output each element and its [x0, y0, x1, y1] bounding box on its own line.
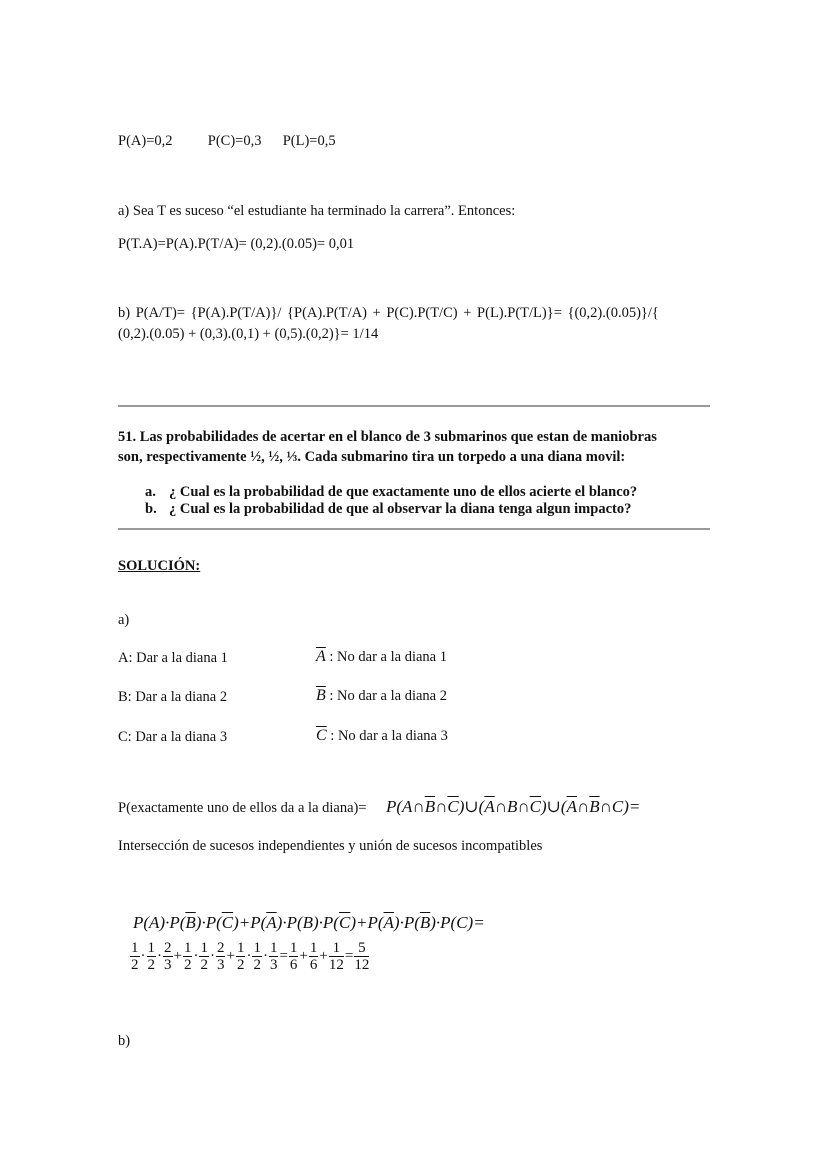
- solution-part-b-label: b): [118, 1033, 131, 1049]
- complement-a-symbol: $\overline{A}$: [316, 648, 326, 665]
- prob-l: P(L)=0,5: [282, 133, 336, 149]
- event-c-complement: [316, 727, 448, 745]
- complement-b-def: : No dar a la diana 2: [329, 688, 447, 704]
- part-b-line2: (0,2).(0.05) + (0,3).(0,1) + (0,5).(0,2)}= 1/14: [118, 326, 379, 342]
- separator-bottom: [118, 528, 710, 530]
- final-result: $\frac{5}{12}$: [354, 940, 370, 973]
- problem-line2: son, respectivamente ½, ½, ⅓. Cada submarino tira un torpedo a una diana movil:: [118, 449, 626, 465]
- question-a-marker: a.: [145, 484, 156, 500]
- event-c-def: C: Dar a la diana 3: [118, 729, 228, 745]
- part-a-intro: a) Sea T es suceso “el estudiante ha terminado la carrera”. Entonces:: [118, 203, 516, 219]
- independence-note: Intersección de sucesos independientes y unión de sucesos incompatibles: [118, 838, 543, 854]
- event-a-def: A: Dar a la diana 1: [118, 650, 228, 666]
- solution-part-a-label: a): [118, 612, 130, 628]
- problem-line1: 51. Las probabilidades de acertar en el blanco de 3 submarinos que estan de maniobras: [118, 429, 657, 445]
- exactly-one-label: P(exactamente uno de ellos da a la diana)=: [118, 800, 367, 816]
- complement-c-symbol: $\overline{C}$: [316, 727, 327, 744]
- separator-top: [118, 405, 710, 407]
- question-b-marker: b.: [145, 501, 157, 517]
- prob-c: P(C)=0,3: [207, 133, 262, 149]
- event-b-complement: [316, 687, 447, 705]
- question-b: ¿ Cual es la probabilidad de que al observar la diana tenga algun impacto?: [169, 501, 632, 517]
- question-a: ¿ Cual es la probabilidad de que exactamente uno de ellos acierte el blanco?: [169, 484, 638, 500]
- product-expression: $P(A)\cdot P(\overline{B})\cdot P(\overline{C})+P(\overline{A})\cdot P(B)\cdot P(\overline{C})+P(\overline{A})\cdot P(\overline{B})\cdot P(C)=$: [133, 913, 485, 932]
- solution-heading: SOLUCIÓN:: [118, 558, 201, 574]
- complement-a-def: : No dar a la diana 1: [329, 649, 447, 665]
- part-a-formula: P(T.A)=P(A).P(T/A)= (0,2).(0.05)= 0,01: [118, 236, 355, 252]
- complement-c-def: : No dar a la diana 3: [330, 728, 448, 744]
- prior-probabilities: [118, 133, 336, 150]
- event-a-complement: [316, 648, 447, 666]
- exactly-one-expression: $P(A\cap\overline{B}\cap\overline{C})\cup(\overline{A}\cap B\cap\overline{C})\cup(\overline{A}\cap\overline{B}\cap C)=$: [386, 797, 641, 816]
- prob-a: P(A)=0,2: [118, 133, 173, 149]
- numeric-expression: $\frac{1}{2}$ · $\frac{1}{2}$ · $\frac{2}{3}$ + $\frac{1}{2}$ · $\frac{1}{2}$ · $\frac{2}{3}$ + $\frac{1}{2}$ · $\frac{1}{2}$ · $\frac{1}{3}$ = $\frac{1}{6}$ + $\frac{1}{6}$ + $\frac{1}{12}$ = $\frac{5}{12}$: [131, 940, 370, 973]
- event-b-def: B: Dar a la diana 2: [118, 689, 228, 705]
- part-b-line1: b) P(A/T)= {P(A).P(T/A)}/ {P(A).P(T/A) + P(C).P(T/C) + P(L).P(T/L)}= {(0,2).(0.05)}/{: [118, 305, 659, 321]
- complement-b-symbol: $\overline{B}$: [316, 687, 326, 704]
